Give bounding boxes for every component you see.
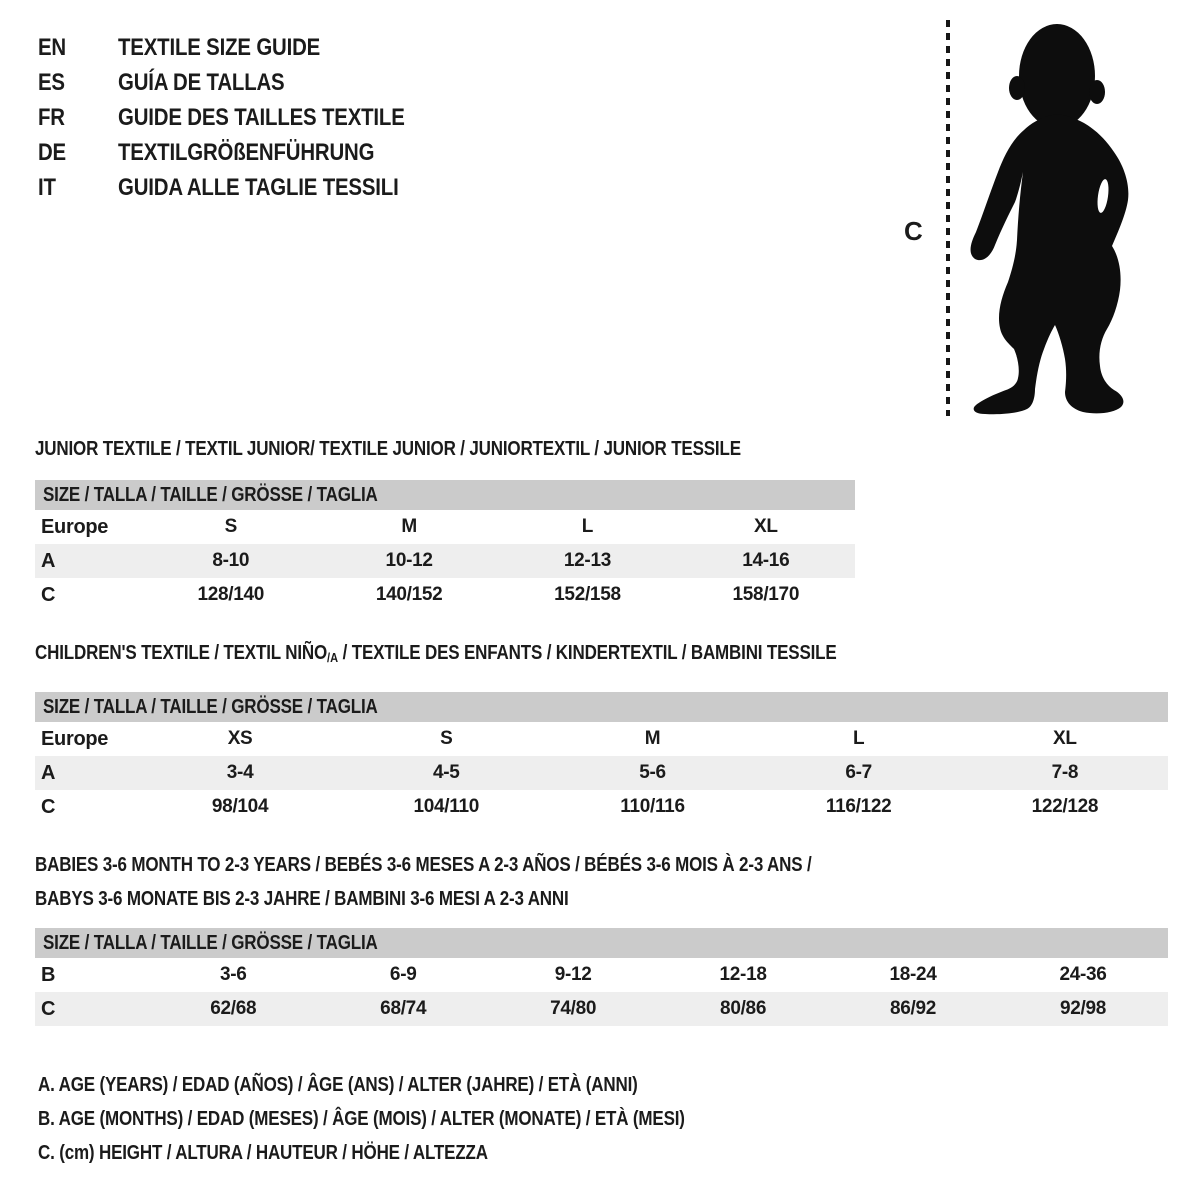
children-section (35, 642, 1168, 824)
language-code: EN (38, 33, 67, 61)
table-cell: 6-7 (756, 756, 962, 790)
row-label: A (35, 756, 137, 790)
language-row (38, 100, 455, 135)
row-label: Europe (35, 510, 142, 544)
table-cell: 18-24 (828, 958, 998, 992)
table-cell: M (549, 722, 755, 756)
junior-section (35, 438, 855, 612)
table-cell: 5-6 (549, 756, 755, 790)
table-cell: XS (137, 722, 343, 756)
language-title: TEXTILE SIZE GUIDE (118, 33, 321, 61)
language-header (38, 30, 455, 205)
table-cell: 12-18 (658, 958, 828, 992)
language-row (38, 135, 455, 170)
legend (38, 1068, 799, 1170)
size-header: SIZE / TALLA / TAILLE / GRÖSSE / TAGLIA (35, 928, 1168, 958)
table-cell: XL (962, 722, 1168, 756)
junior-table (35, 480, 855, 612)
language-code: DE (38, 138, 67, 166)
table-cell: 110/116 (549, 790, 755, 824)
table-cell: 3-6 (148, 958, 318, 992)
table-cell: 3-4 (137, 756, 343, 790)
table-cell: 92/98 (998, 992, 1168, 1026)
babies-table (35, 928, 1168, 1026)
size-header: SIZE / TALLA / TAILLE / GRÖSSE / TAGLIA (35, 480, 855, 510)
language-code: FR (38, 103, 65, 131)
row-label: A (35, 544, 142, 578)
table-cell: 7-8 (962, 756, 1168, 790)
row-label: C (35, 578, 142, 612)
language-title: GUIDA ALLE TAGLIE TESSILI (118, 173, 399, 201)
language-title: GUÍA DE TALLAS (118, 68, 285, 96)
table-cell: S (142, 510, 320, 544)
children-title: CHILDREN'S TEXTILE / TEXTIL NIÑO/A / TEXTILE DES ENFANTS / KINDERTEXTIL / BAMBINI TESSILE (35, 642, 837, 665)
table-row (35, 958, 1168, 992)
size-header-row (35, 692, 1168, 722)
toddler-silhouette-icon (960, 16, 1142, 420)
size-header: SIZE / TALLA / TAILLE / GRÖSSE / TAGLIA (35, 692, 1168, 722)
legend-line-c: C. (cm) HEIGHT / ALTURA / HAUTEUR / HÖHE / ALTEZZA (38, 1142, 488, 1164)
table-cell: 9-12 (488, 958, 658, 992)
table-cell: 98/104 (137, 790, 343, 824)
language-code: IT (38, 173, 56, 201)
table-cell: 128/140 (142, 578, 320, 612)
title-subscript: /A (327, 650, 339, 665)
junior-title: JUNIOR TEXTILE / TEXTIL JUNIOR/ TEXTILE JUNIOR / JUNIORTEXTIL / JUNIOR TESSILE (35, 438, 741, 460)
table-cell: 80/86 (658, 992, 828, 1026)
language-row (38, 65, 455, 100)
table-cell: 8-10 (142, 544, 320, 578)
row-label: C (35, 992, 148, 1026)
toddler-silhouette (971, 24, 1129, 414)
language-title: TEXTILGRÖßENFÜHRUNG (118, 138, 375, 166)
table-cell: 74/80 (488, 992, 658, 1026)
babies-title-line2: BABYS 3-6 MONATE BIS 2-3 JAHRE / BAMBINI 3-6 MESI A 2-3 ANNI (35, 888, 569, 910)
table-cell: 140/152 (320, 578, 498, 612)
table-cell: 122/128 (962, 790, 1168, 824)
table-cell: 24-36 (998, 958, 1168, 992)
table-cell: 4-5 (343, 756, 549, 790)
table-cell: 116/122 (756, 790, 962, 824)
table-cell: 158/170 (677, 578, 855, 612)
language-code: ES (38, 68, 65, 96)
table-cell: 62/68 (148, 992, 318, 1026)
legend-line-a: A. AGE (YEARS) / EDAD (AÑOS) / ÂGE (ANS) / ALTER (JAHRE) / ETÀ (ANNI) (38, 1074, 638, 1096)
table-cell: S (343, 722, 549, 756)
table-row (35, 544, 855, 578)
table-cell: M (320, 510, 498, 544)
table-row (35, 578, 855, 612)
row-label: Europe (35, 722, 137, 756)
table-cell: 6-9 (318, 958, 488, 992)
language-title: GUIDE DES TAILLES TEXTILE (118, 103, 405, 131)
table-row (35, 510, 855, 544)
row-label: C (35, 790, 137, 824)
row-label: B (35, 958, 148, 992)
height-measure-label: C (904, 216, 923, 246)
table-cell: 10-12 (320, 544, 498, 578)
language-row (38, 170, 455, 205)
babies-title-line1: BABIES 3-6 MONTH TO 2-3 YEARS / BEBÉS 3-6 MESES A 2-3 AÑOS / BÉBÉS 3-6 MOIS À 2-3 ANS / (35, 854, 812, 876)
legend-line-b: B. AGE (MONTHS) / EDAD (MESES) / ÂGE (MOIS) / ALTER (MONATE) / ETÀ (MESI) (38, 1108, 685, 1130)
table-cell: 152/158 (498, 578, 676, 612)
table-cell: 14-16 (677, 544, 855, 578)
size-header-row (35, 480, 855, 510)
table-cell: L (498, 510, 676, 544)
table-cell: L (756, 722, 962, 756)
table-row (35, 722, 1168, 756)
table-cell: 86/92 (828, 992, 998, 1026)
table-row (35, 992, 1168, 1026)
table-cell: 68/74 (318, 992, 488, 1026)
language-row (38, 30, 455, 65)
children-table (35, 692, 1168, 824)
table-cell: 12-13 (498, 544, 676, 578)
size-header-row (35, 928, 1168, 958)
height-measure-line (946, 20, 950, 416)
table-cell: 104/110 (343, 790, 549, 824)
babies-section (35, 848, 1168, 1026)
table-cell: XL (677, 510, 855, 544)
table-row (35, 790, 1168, 824)
table-row (35, 756, 1168, 790)
